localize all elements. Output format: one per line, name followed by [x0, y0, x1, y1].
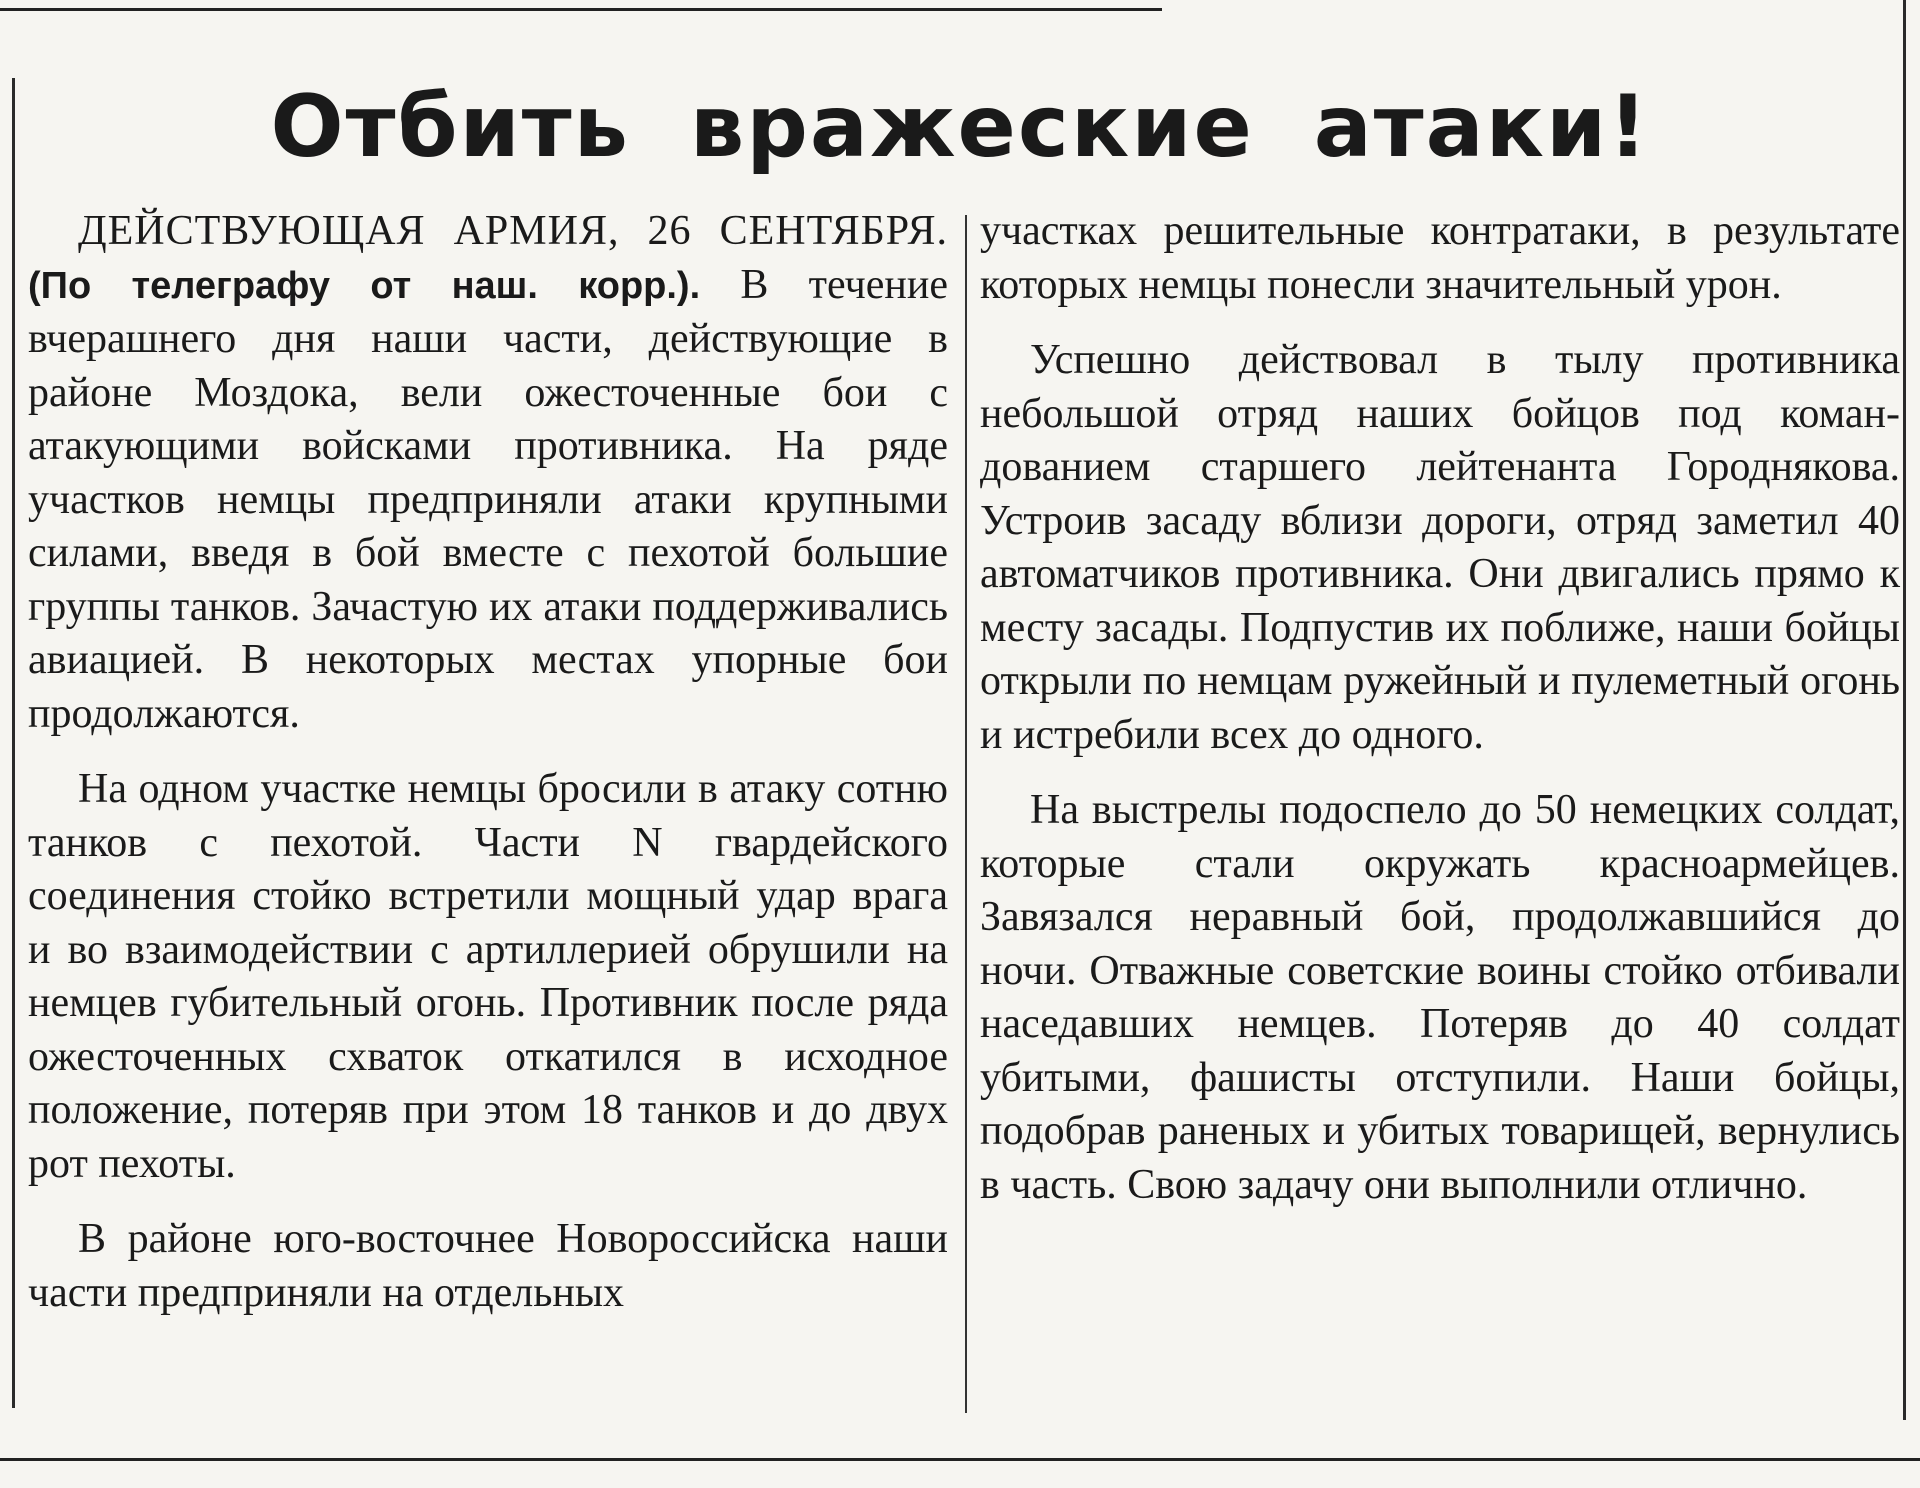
paragraph-1: [28, 205, 948, 741]
left-border-rule: [12, 78, 15, 1408]
column-divider: [965, 215, 967, 1413]
paragraph-2: На одном участке немцы бросили в атаку сотню танков с пехотой. Части N гвардейского соединения стойко встретили мощный удар врага и во взаимодействии с артиллерией обрушили на немцев губительный огонь. Противник после ряда ожесточенных схваток откатился в исходное положение, потеряв при этом 18 танков и до двух рот пехоты.: [28, 766, 948, 1187]
source-note: (По телеграфу от наш. корр.).: [28, 264, 701, 307]
bottom-rule: [0, 1458, 1920, 1461]
right-column: [980, 205, 1900, 1234]
paragraph-4: Успешно действовал в тылу противника небольшой отряд наших бойцов под командованием старшего лейтенанта Городнякова. Устроив засаду вблизи дороги, отряд заметил 40 автоматчиков противника. Они двигались прямо к месту засады. Подпустив их поближе, наши бойцы открыли по немцам ружейный и пулеметный огонь и истребили всех до одного.: [980, 337, 1900, 758]
paragraph-1-text: В течение вчерашнего дня наши части, действующие в районе Моздока, вели ожесточенные бои с атакующими войсками противника. На ряде участков немцы предприняли атаки крупными силами, введя в бой вместе с пехотой большие группы танков. Зачастую их атаки поддерживались авиацией. В некоторых местах упорные бои продолжаются.: [28, 261, 948, 737]
article-headline: Отбить вражеские атаки!: [270, 77, 1650, 177]
paragraph-3-continued: участках решительные контратаки, в результате которых немцы понесли значительный урон.: [980, 208, 1900, 308]
paragraph-5: На выстрелы подоспело до 50 немецких солдат, которые стали окружать красноармейцев. Завязался неравный бой, продолжавшийся до ночи. Отважные советские воины стойко отбивали наседавших немцев. Потеряв до 40 солдат убитыми, фашисты отступили. Наши бойцы, подобрав раненых и убитых товарищей, вернулись в часть. Свою задачу они выполнили отлично.: [980, 787, 1900, 1208]
dateline: ДЕЙСТВУЮЩАЯ АРМИЯ, 26 СЕНТЯБРЯ.: [78, 208, 948, 254]
left-column: [28, 205, 948, 1342]
paragraph-3: В районе юго-восточнее Новороссийска наши части предприняли на отдельных: [28, 1216, 948, 1316]
right-border-rule: [1903, 0, 1906, 1420]
top-rule: [0, 8, 1162, 11]
